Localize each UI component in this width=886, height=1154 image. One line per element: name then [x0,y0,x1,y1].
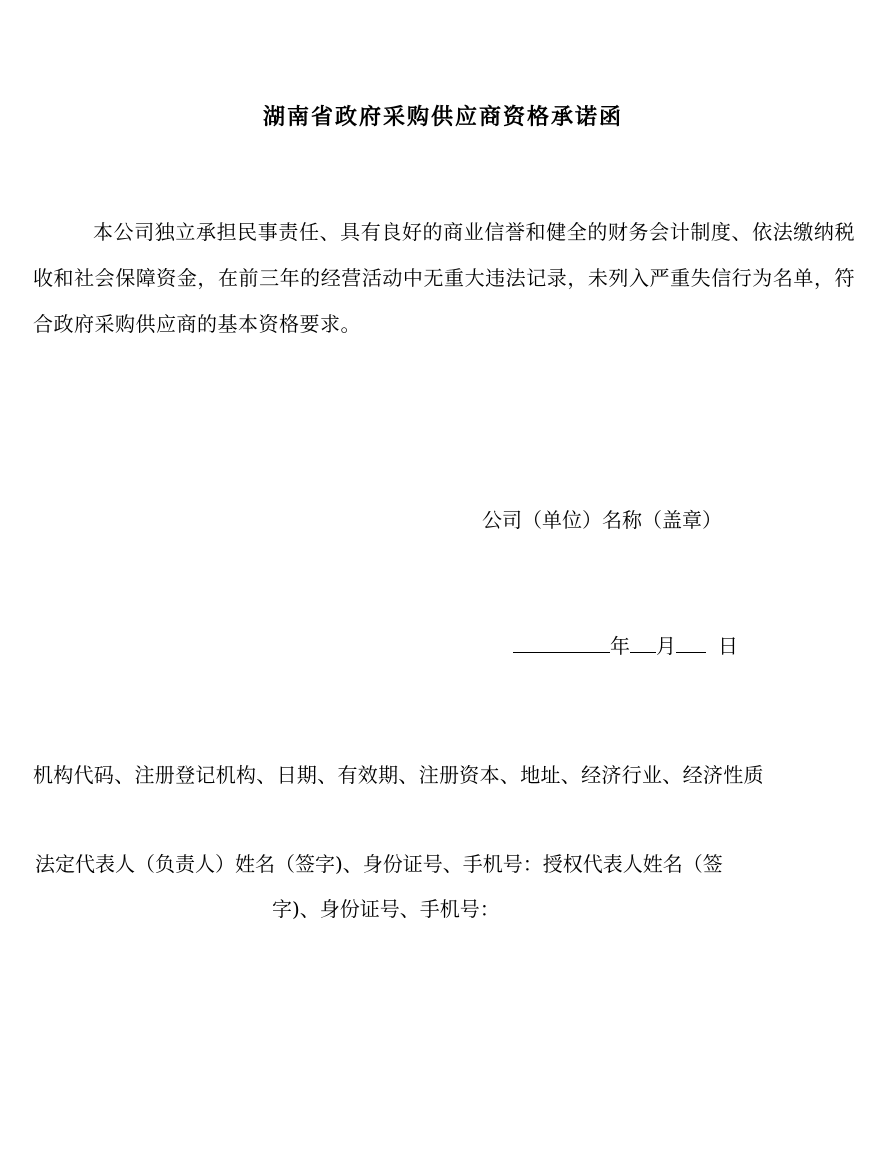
document-title: 湖南省政府采购供应商资格承诺函 [262,104,623,130]
commitment-paragraph: 本公司独立承担民事责任、具有良好的商业信誉和健全的财务会计制度、依法缴纳税收和社会保障资金，在前三年的经营活动中无重大违法记录，未列入严重失信行为名单，符合政府采购供应商的基本资格要求。 [33,220,855,336]
day-label: 日 [718,634,738,658]
representative-info-line-1: 法定代表人（负责人）姓名（签字)、身份证号、手机号：授权代表人姓名（签 [35,852,723,876]
company-seal-label: 公司（单位）名称（盖章） [482,508,722,532]
year-label: 年 [610,634,630,658]
representative-info-line-2: 字)、身份证号、手机号： [272,897,500,921]
date-line [513,628,738,662]
month-label: 月 [656,634,676,658]
organization-info-line: 机构代码、注册登记机构、日期、有效期、注册资本、地址、经济行业、经济性质 [33,763,764,787]
year-blank[interactable] [513,628,610,653]
month-blank[interactable] [630,628,656,653]
day-blank[interactable] [676,628,706,653]
